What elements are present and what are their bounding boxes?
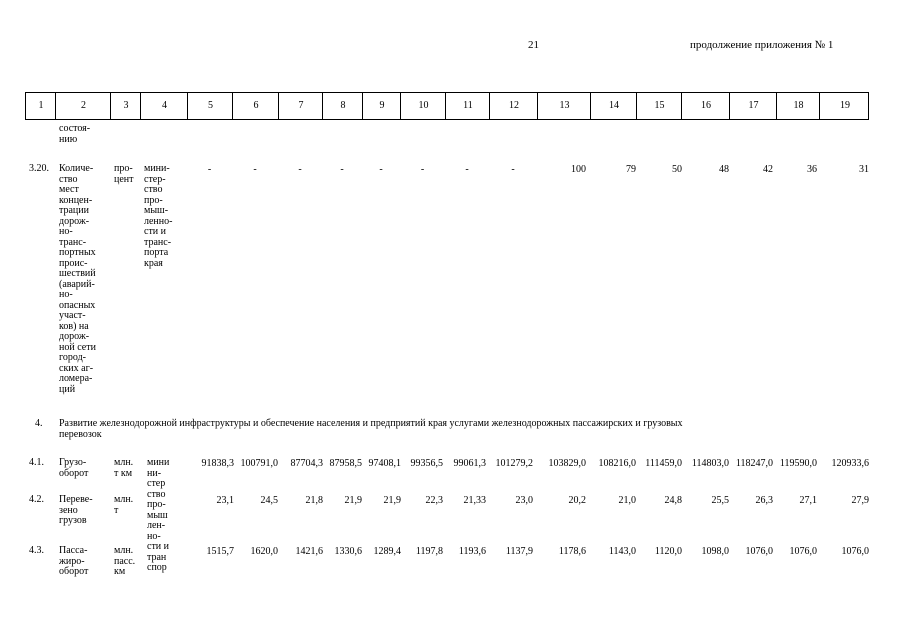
column-header-12: 12 xyxy=(509,100,519,111)
row-320-value-col-19: 31 xyxy=(859,164,869,175)
page-number: 21 xyxy=(528,39,539,51)
row-43-value-col-8: 1330,6 xyxy=(334,546,362,557)
row-4-3-number: 4.3. xyxy=(29,545,44,556)
section-4-title: Развитие железнодорожной инфраструктуры и обеспечение населения и предприятий края услугами железнодорожных пассажирских и грузовых перевозок xyxy=(59,418,683,440)
row-43-value-col-6: 1620,0 xyxy=(250,546,278,557)
column-header-10: 10 xyxy=(418,100,429,111)
row-4-1-number: 4.1. xyxy=(29,457,44,468)
row-320-value-col-10: - xyxy=(420,164,425,175)
row-3-20-executor: мини- стер- ство про- мыш- ленно- сти и транс- порта края xyxy=(144,163,173,269)
row-42-value-col-10: 22,3 xyxy=(425,495,443,506)
column-header-6: 6 xyxy=(253,100,259,111)
column-header-1: 1 xyxy=(38,100,44,111)
row-320-value-col-17: 42 xyxy=(763,164,773,175)
row-4-2-name: Перeве- зено грузов xyxy=(59,494,93,526)
row-320-value-col-7: - xyxy=(298,164,302,175)
row-42-value-col-13: 20,2 xyxy=(568,495,586,506)
row-320-value-col-8: - xyxy=(340,164,344,175)
row-41-value-col-8: 87958,5 xyxy=(329,458,362,469)
column-header-17: 17 xyxy=(748,100,759,111)
carry-over-text: состоя- нию xyxy=(59,123,91,145)
column-header-11: 11 xyxy=(463,100,473,111)
column-header-9: 9 xyxy=(379,100,385,111)
row-4-1-unit: млн. т км xyxy=(114,457,134,479)
row-42-value-col-14: 21,0 xyxy=(618,495,636,506)
row-42-value-col-11: 21,33 xyxy=(463,495,486,506)
row-42-value-col-18: 27,1 xyxy=(799,495,817,506)
row-4-2-unit: млн. т xyxy=(114,494,134,516)
continuation-label: продолжение приложения № 1 xyxy=(690,39,834,51)
row-43-value-col-13: 1178,6 xyxy=(558,546,586,557)
row-320-value-col-9: - xyxy=(379,164,383,175)
row-41-value-col-18: 119590,0 xyxy=(779,458,817,469)
row-41-value-col-11: 99061,3 xyxy=(453,458,486,469)
row-320-value-col-18: 36 xyxy=(807,164,817,175)
row-41-value-col-10: 99356,5 xyxy=(410,458,443,469)
row-42-value-col-19: 27,9 xyxy=(851,495,869,506)
row-41-value-col-19: 120933,6 xyxy=(831,458,869,469)
row-42-value-col-9: 21,9 xyxy=(383,495,401,506)
row-41-value-col-7: 87704,3 xyxy=(290,458,323,469)
row-4-1-name: Грузо- оборот xyxy=(59,457,89,479)
row-42-value-col-7: 21,8 xyxy=(305,495,323,506)
row-42-value-col-12: 23,0 xyxy=(515,495,533,506)
column-header-2: 2 xyxy=(81,100,86,111)
column-header-row xyxy=(25,92,869,120)
row-43-value-col-7: 1421,6 xyxy=(295,546,323,557)
row-3-20-unit: про- цент xyxy=(114,163,134,185)
row-43-value-col-14: 1143,0 xyxy=(608,546,636,557)
row-320-value-col-15: 50 xyxy=(672,164,682,175)
row-43-value-col-12: 1137,9 xyxy=(505,546,533,557)
row-320-value-col-13: 100 xyxy=(571,164,586,175)
row-4-3-name: Пасса- жиро- оборот xyxy=(59,545,89,577)
row-4-3-unit: млн. пасс. км xyxy=(114,545,136,577)
row-43-value-col-15: 1120,0 xyxy=(654,546,682,557)
row-42-value-col-6: 24,5 xyxy=(260,495,278,506)
row-41-value-col-14: 108216,0 xyxy=(598,458,636,469)
row-3-20-name: Количе- ство мест концен- трации дорож- но- транс- портных проис- шествий (аварий- но- опасных участ- ков) на дорож- ной сети город- ских аг- ломера- ций xyxy=(59,163,96,395)
section-4-executor: мини ни- стер ство про- мыш лен- но- сти и тран спор xyxy=(147,457,170,573)
column-header-8: 8 xyxy=(340,100,346,111)
row-320-value-col-14: 79 xyxy=(626,164,636,175)
row-41-value-col-6: 100791,0 xyxy=(240,458,278,469)
row-3-20-number: 3.20. xyxy=(29,163,49,174)
column-header-14: 14 xyxy=(609,100,619,111)
column-header-13: 13 xyxy=(559,100,570,111)
row-42-value-col-17: 26,3 xyxy=(755,495,773,506)
row-43-value-col-10: 1197,8 xyxy=(415,546,443,557)
row-42-value-col-15: 24,8 xyxy=(664,495,682,506)
section-4-number: 4. xyxy=(35,418,43,429)
row-320-value-col-16: 48 xyxy=(719,164,729,175)
row-42-value-col-8: 21,9 xyxy=(344,495,362,506)
row-42-value-col-5: 23,1 xyxy=(216,495,234,506)
row-41-value-col-9: 97408,1 xyxy=(368,458,401,469)
column-header-3: 3 xyxy=(123,100,129,111)
row-320-value-col-6: - xyxy=(253,164,257,175)
column-header-16: 16 xyxy=(701,100,711,111)
column-header-19: 19 xyxy=(840,100,850,111)
row-43-value-col-17: 1076,0 xyxy=(745,546,773,557)
row-43-value-col-16: 1098,0 xyxy=(701,546,729,557)
column-header-18: 18 xyxy=(793,100,804,111)
row-320-value-col-12: - xyxy=(511,164,515,175)
column-header-7: 7 xyxy=(298,100,304,111)
row-43-value-col-18: 1076,0 xyxy=(789,546,817,557)
row-42-value-col-16: 25,5 xyxy=(711,495,729,506)
column-header-15: 15 xyxy=(654,100,665,111)
row-43-value-col-19: 1076,0 xyxy=(841,546,869,557)
row-41-value-col-16: 114803,0 xyxy=(691,458,729,469)
row-320-value-col-5: - xyxy=(207,164,212,175)
row-43-value-col-5: 1515,7 xyxy=(206,546,234,557)
row-4-2-number: 4.2. xyxy=(29,494,44,505)
column-header-5: 5 xyxy=(208,100,213,111)
row-43-value-col-9: 1289,4 xyxy=(373,546,401,557)
column-header-4: 4 xyxy=(162,100,167,111)
row-41-value-col-5: 91838,3 xyxy=(201,458,234,469)
row-41-value-col-13: 103829,0 xyxy=(548,458,586,469)
row-43-value-col-11: 1193,6 xyxy=(458,546,486,557)
row-41-value-col-12: 101279,2 xyxy=(495,458,533,469)
row-41-value-col-17: 118247,0 xyxy=(735,458,773,469)
row-320-value-col-11: - xyxy=(465,164,469,175)
row-41-value-col-15: 111459,0 xyxy=(645,458,682,469)
